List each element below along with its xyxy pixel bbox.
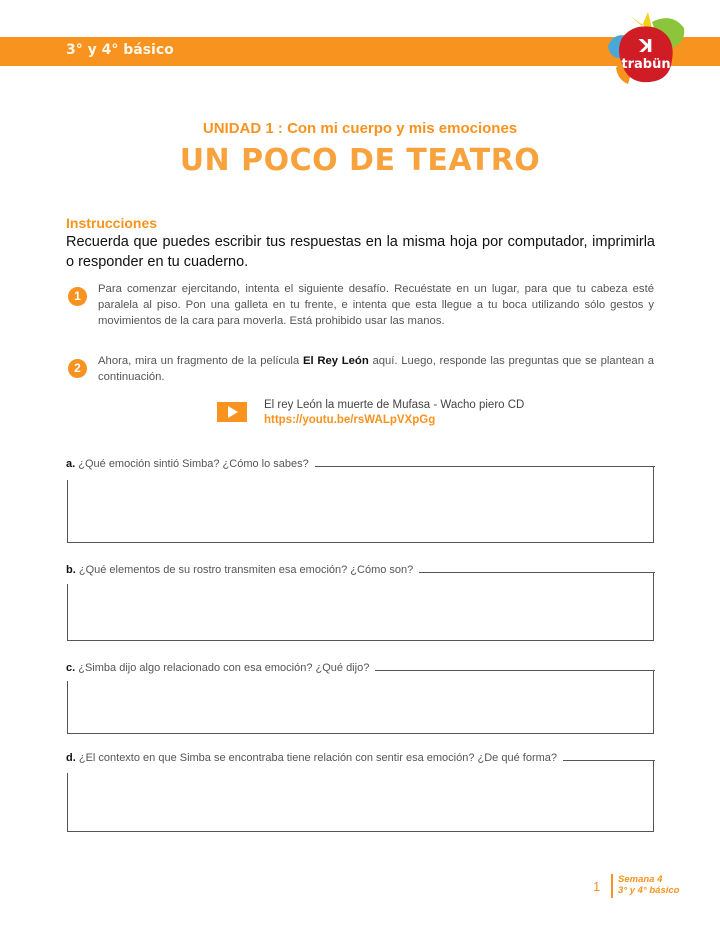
question-label: b. ¿Qué elementos de su rostro transmiten esa emoción? ¿Cómo son? [66, 564, 419, 576]
svg-text:trabün: trabün [621, 57, 671, 72]
step-text: Ahora, mira un fragmento de la película El Rey León aquí. Luego, responde las preguntas que se plantean a continuación. [98, 355, 654, 383]
video-title: El rey León la muerte de Mufasa - Wacho piero CD [264, 399, 525, 411]
footer-info [618, 874, 679, 896]
svg-text:ꓘ: ꓘ [639, 36, 653, 57]
logo-splash-icon [600, 8, 690, 90]
page-number: 1 [593, 879, 601, 894]
step-text: Para comenzar ejercitando, intenta el siguiente desafío. Recuéstate en un lugar, para que tu cabeza esté paralela al piso. Pon una galleta en tu frente, e intenta que esta llegue a tu boca utilizando sólo gestos y movimientos de la cara para moverla. Está prohibido usar las manos. [98, 283, 654, 327]
question-label: a. ¿Qué emoción sintió Simba? ¿Cómo lo sabes? [66, 458, 315, 470]
unit-title [0, 120, 720, 137]
question-label: c. ¿Simba dijo algo relacionado con esa emoción? ¿Qué dijo? [66, 662, 375, 674]
unit-separator: : [273, 120, 288, 137]
answer-box-d[interactable] [67, 760, 654, 832]
answer-box-a[interactable] [67, 466, 654, 543]
grade-label: 3° y 4° básico [66, 42, 174, 58]
step-number-badge: 2 [68, 359, 87, 378]
question-label: d. ¿El contexto en que Simba se encontraba tiene relación con sentir esa emoción? ¿De qué forma? [66, 752, 563, 764]
trabun-logo [600, 8, 690, 90]
page-title: UN POCO DE TEATRO [179, 143, 541, 178]
footer-week: Semana 4 [618, 874, 663, 885]
footer-grade: 3° y 4° básico [618, 885, 680, 896]
answer-box-c[interactable] [67, 670, 654, 734]
play-icon[interactable] [217, 402, 247, 422]
footer-divider [611, 874, 613, 898]
answer-box-b[interactable] [67, 572, 654, 641]
instructions-label: Instrucciones [66, 215, 158, 231]
unit-name: Con mi cuerpo y mis emociones [287, 120, 518, 137]
step-number-badge: 1 [68, 287, 87, 306]
movie-title: El Rey León [302, 355, 369, 367]
instructions-text: Recuerda que puedes escribir tus respuestas en la misma hoja por computador, imprimirla o responder en tu cuaderno. [66, 234, 655, 270]
unit-prefix: UNIDAD 1 [202, 120, 274, 137]
video-link[interactable]: https://youtu.be/rsWALpVXpGg [264, 414, 436, 426]
